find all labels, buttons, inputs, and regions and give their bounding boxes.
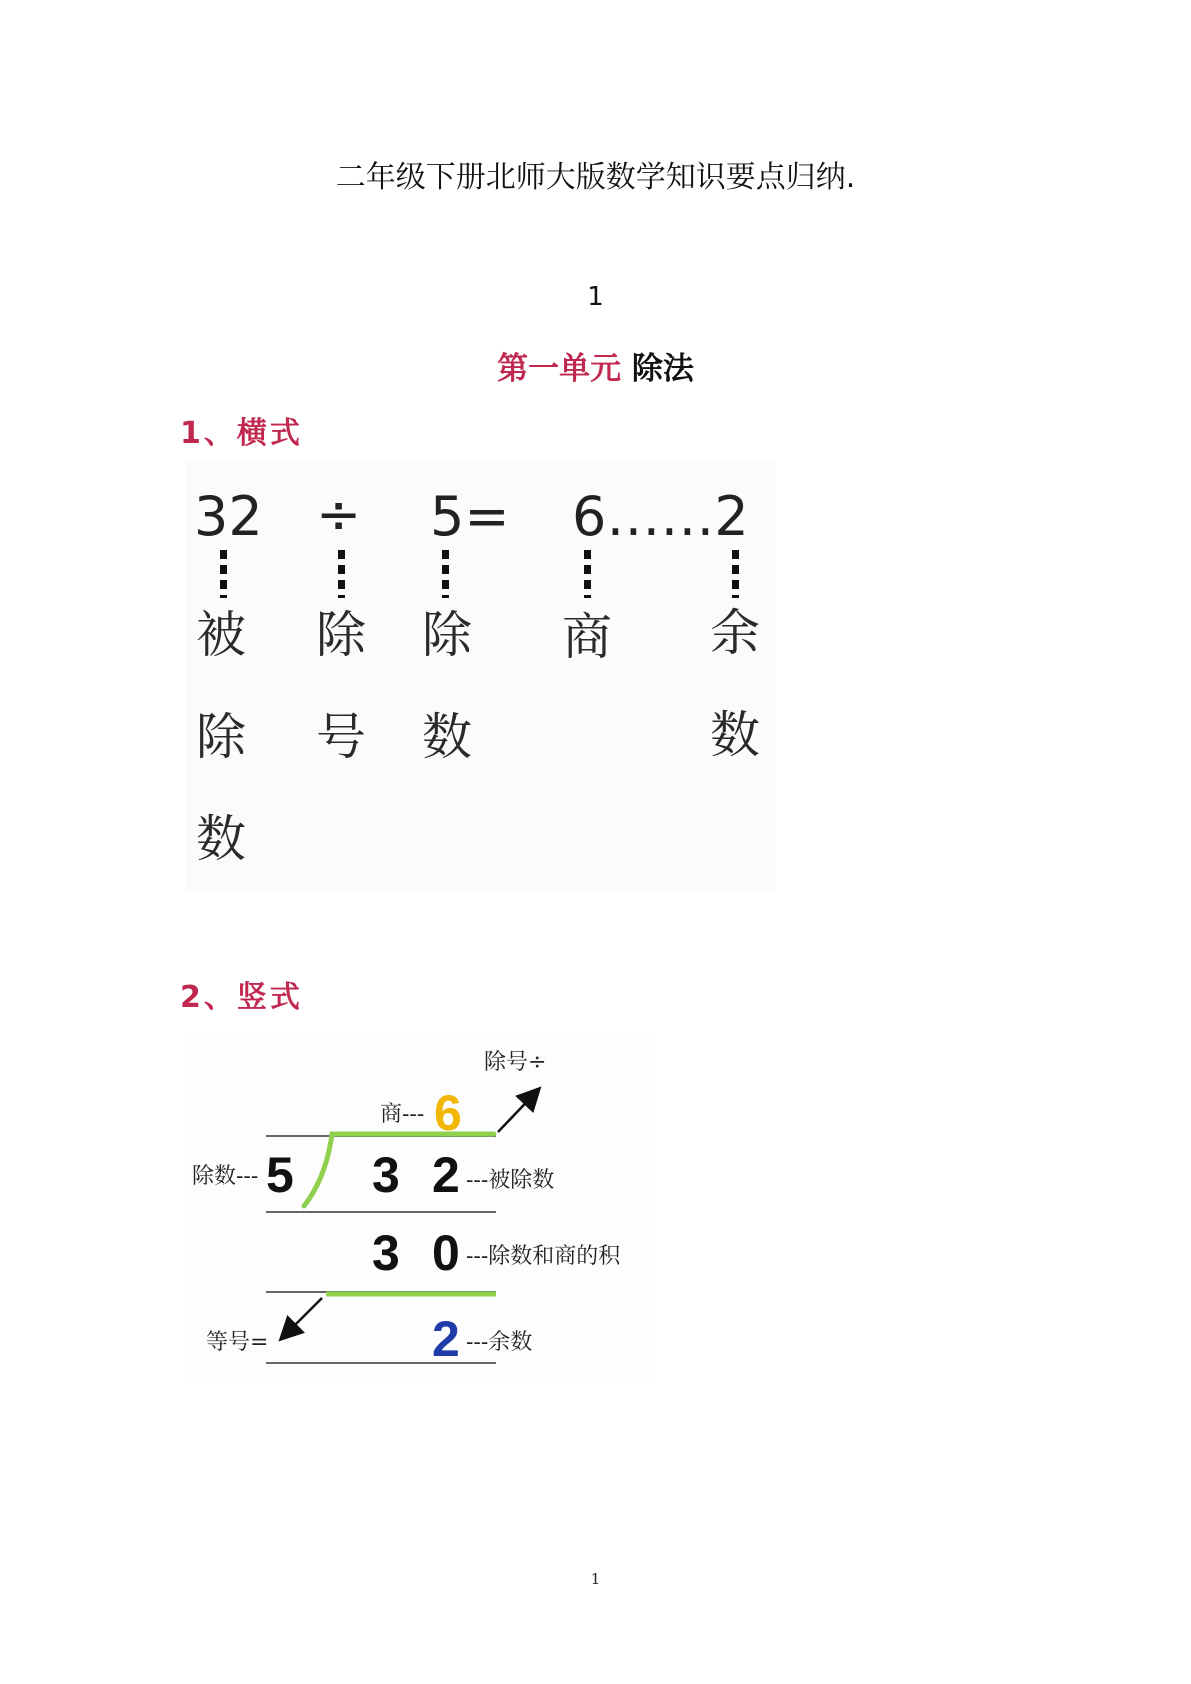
divisor-equals: 5= <box>430 485 510 548</box>
label-quotient: 商--- <box>380 1102 425 1127</box>
label-division-sign-1: 除 <box>316 606 366 664</box>
label-divisor-1: 除 <box>422 606 472 664</box>
section-title-vertical: 2、竖式 <box>180 980 303 1015</box>
label-dividend-3: 数 <box>196 810 246 868</box>
division-sign: ÷ <box>316 483 362 546</box>
unit-heading <box>0 343 1191 388</box>
section-title-horizontal: 1、横式 <box>180 416 303 451</box>
label-quotient: 商 <box>562 608 612 666</box>
horizontal-form-figure <box>186 460 776 890</box>
long-division-lines <box>186 1038 656 1380</box>
footer-page-number: 1 <box>590 1570 601 1588</box>
quotient-digit: 6 <box>434 1085 462 1141</box>
label-division-sign-2: 号 <box>316 708 366 766</box>
label-product: ---除数和商的积 <box>466 1244 621 1269</box>
long-division-figure <box>186 1038 656 1380</box>
unit-prefix: 第一单元 <box>497 351 622 387</box>
unit-name: 除法 <box>631 351 694 387</box>
dividend-number: 32 <box>194 485 263 548</box>
label-divisor-2: 数 <box>422 708 472 766</box>
connector-dividend <box>220 550 227 598</box>
dividend-ones-digit: 2 <box>432 1147 460 1203</box>
label-remainder-1: 余 <box>710 604 760 662</box>
connector-divisor <box>442 550 449 598</box>
remainder-digit: 2 <box>432 1311 460 1367</box>
label-remainder: ---余数 <box>466 1330 533 1355</box>
connector-division-sign <box>338 550 345 598</box>
label-divisor: 除数--- <box>192 1164 259 1189</box>
top-page-number: 1 <box>587 282 604 312</box>
label-division-sign: 除号÷ <box>484 1050 547 1075</box>
label-dividend-1: 被 <box>196 606 246 664</box>
document-title: 二年级下册北师大版数学知识要点归纳. <box>335 160 856 195</box>
connector-remainder <box>732 550 739 598</box>
product-tens-digit: 3 <box>372 1225 400 1281</box>
product-ones-digit: 0 <box>432 1225 460 1281</box>
dividend-tens-digit: 3 <box>372 1147 400 1203</box>
label-dividend: ---被除数 <box>466 1168 555 1193</box>
label-equals: 等号= <box>206 1330 269 1355</box>
quotient-remainder: 6……2 <box>572 485 749 548</box>
connector-quotient <box>584 550 591 598</box>
divisor-digit: 5 <box>266 1147 294 1203</box>
label-dividend-2: 除 <box>196 708 246 766</box>
label-remainder-2: 数 <box>710 706 760 764</box>
